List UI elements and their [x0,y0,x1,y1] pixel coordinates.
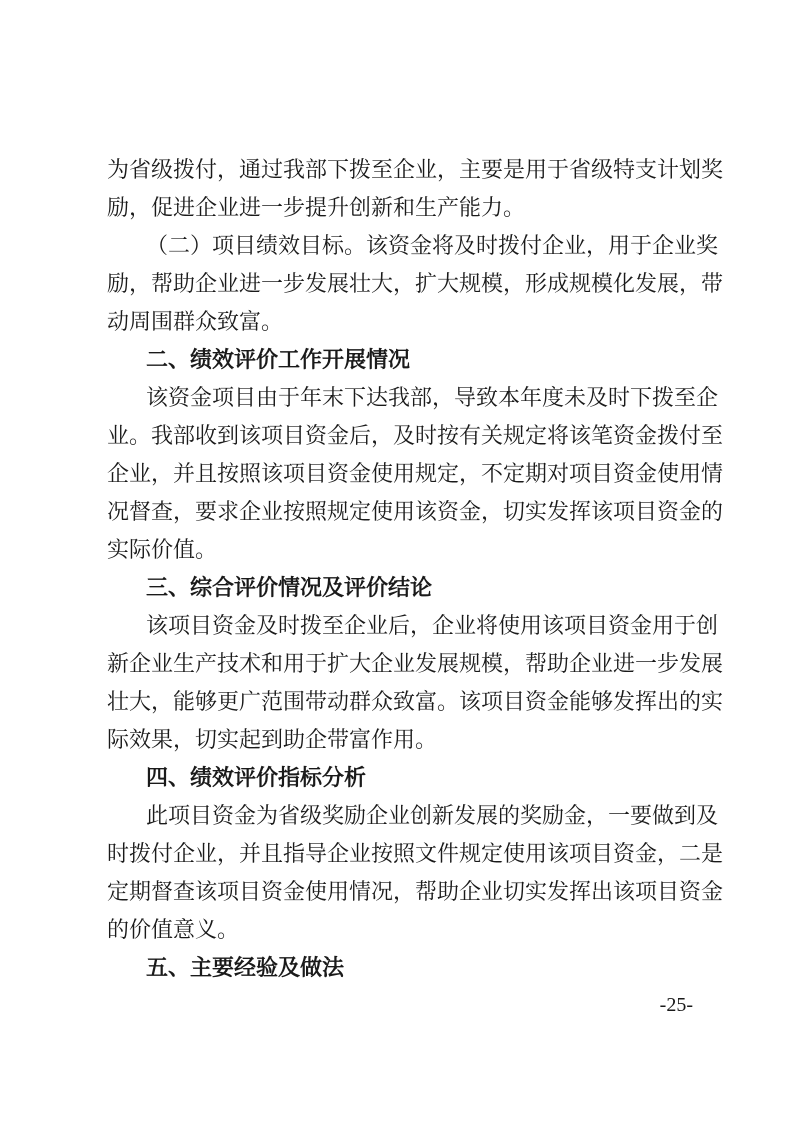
page-number: -25- [659,994,693,1016]
paragraph-5-line-4: 的价值意义。 [107,918,240,943]
paragraph-2-line-2: 励，帮助企业进一步发展壮大，扩大规模，形成规模化发展，带 [107,272,724,297]
paragraph-3-line-1: 该资金项目由于年末下达我部，导致本年度未及时下拨至企 [146,386,719,411]
paragraph-5-line-2: 时拨付企业，并且指导企业按照文件规定使用该项目资金，二是 [107,842,724,867]
section-heading-5: 五、主要经验及做法 [146,956,345,981]
section-heading-3: 三、综合评价情况及评价结论 [146,576,433,601]
paragraph-3-line-3: 企业，并且按照该项目资金使用规定，不定期对项目资金使用情 [107,462,724,487]
paragraph-5-line-1: 此项目资金为省级奖励企业创新发展的奖励金，一要做到及 [146,804,719,829]
paragraph-1-line-2: 励，促进企业进一步提升创新和生产能力。 [107,196,526,221]
paragraph-5-line-3: 定期督查该项目资金使用情况，帮助企业切实发挥出该项目资金 [107,880,724,905]
paragraph-2-line-1: （二）项目绩效目标。该资金将及时拨付企业，用于企业奖 [146,234,719,259]
paragraph-3-line-5: 实际价值。 [107,538,218,563]
paragraph-3-line-2: 业。我部收到该项目资金后，及时按有关规定将该笔资金拨付至 [107,424,724,449]
paragraph-3-line-4: 况督查，要求企业按照规定使用该资金，切实发挥该项目资金的 [107,500,724,525]
section-heading-2: 二、绩效评价工作开展情况 [146,348,411,373]
paragraph-4-line-3: 壮大，能够更广范围带动群众致富。该项目资金能够发挥出的实 [107,690,724,715]
paragraph-4-line-4: 际效果，切实起到助企带富作用。 [107,728,438,753]
paragraph-4-line-2: 新企业生产技术和用于扩大企业发展规模，帮助企业进一步发展 [107,652,724,677]
paragraph-4-line-1: 该项目资金及时拨至企业后，企业将使用该项目资金用于创 [146,614,719,639]
section-heading-4: 四、绩效评价指标分析 [146,766,367,791]
paragraph-2-line-3: 动周围群众致富。 [107,310,284,335]
paragraph-1-line-1: 为省级拨付，通过我部下拨至企业，主要是用于省级特支计划奖 [107,158,724,183]
